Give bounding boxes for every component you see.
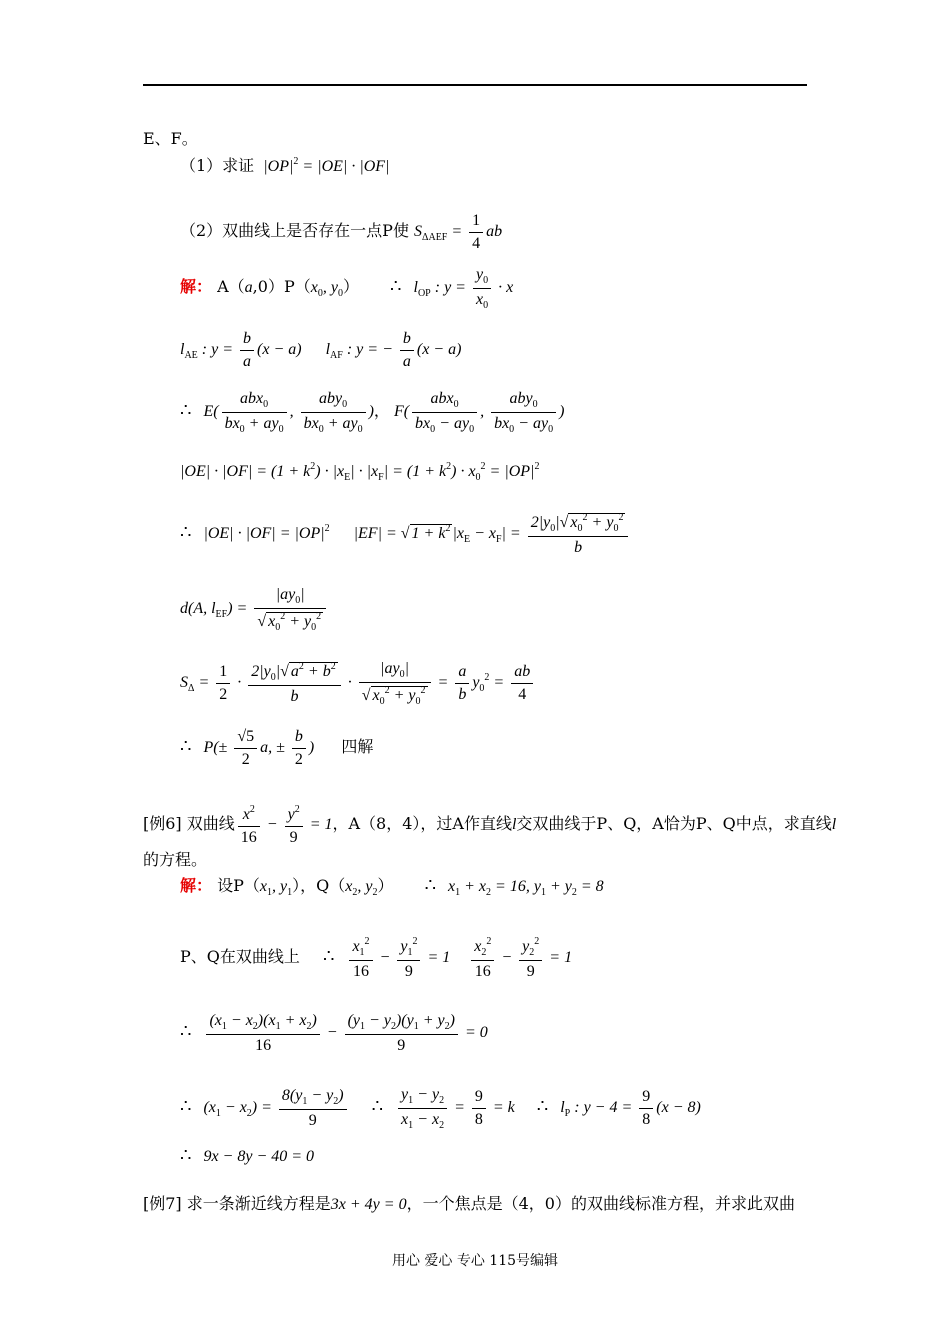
example-6-on-curve-text: P、Q在双曲线上 xyxy=(180,946,300,966)
question-1-formula: $|OP|^2 = |OE| \cdot |OF|$ xyxy=(263,156,390,175)
example-6-statement xyxy=(143,804,836,846)
question-2 xyxy=(180,212,502,252)
example-7-text-b: ，一个焦点是（4，0）的双曲线标准方程，并求此双曲 xyxy=(406,1194,795,1213)
solution-line-8 xyxy=(180,728,373,768)
solution-line-7: $S_\Delta$ = $\frac{1}{2}$ · $\frac{2|y_0|√ a^2 + b^2}{b}$ · $\frac{|ay_0|}{√ x_0^2 + y_0^2}$ = $\frac{a}{b}$ $y_0^2$ = $\frac{ab}{4}$ xyxy=(180,660,536,707)
solution-line-4: $|OE| \cdot |OF| = (1 + k^2) \cdot |x_E| \cdot |x_F| = (1 + k^2) \cdot x_0^2 = |OP|^2$ xyxy=(180,461,540,483)
example-6-solution-text: 设$P(x_1$, $y_1$），$Q(x_2$, $y_2$） xyxy=(217,876,394,898)
example-7-formula: 3x + 4y = 0 xyxy=(330,1196,407,1213)
page-footer: 用心 爱心 专心 115号编辑 xyxy=(391,1253,559,1269)
example-6-solution-formula: ∴ $x_1 + x_2 = 16$, $y_1 + y_2 = 8$ xyxy=(424,875,604,898)
example-7-statement xyxy=(143,1196,795,1213)
solution-line-8-text: 四解 xyxy=(341,736,374,756)
solution-line-6: d(A, $l_{EF}$) = $\frac{|ay_0|}{√ x_0^2 + y_0^2}$ xyxy=(180,586,329,633)
example-6-text-d: 的方程。 xyxy=(143,850,208,869)
example-6-solution-line-1 xyxy=(180,876,604,898)
example-6-line-l: l xyxy=(511,815,517,833)
example-6-text-b: ，A（8，4），过A作直线 xyxy=(332,813,512,833)
example-6-solution-label: 解： xyxy=(180,876,213,895)
solution-line-1-text: $A(a,0)P(x_0$, $y_0$） xyxy=(217,277,359,300)
example-6-on-curve-formula: ∴ $\frac{x_1^2}{16}$ − $\frac{y_1^2}{9}$ = 1 $\frac{x_2^2}{16}$ − $\frac{y_2^2}{9}$ = 1 xyxy=(322,936,573,980)
header-rule xyxy=(143,84,807,86)
example-6-solution-line-2 xyxy=(180,936,572,981)
intro-text: E、F。 xyxy=(143,129,198,148)
solution-line-2: $l_{AE}$ : y = $\frac{b}{a}$ (x − a) $l_{AF}$ : y = − $\frac{b}{a}$ (x − a) xyxy=(180,330,462,370)
example-6-solution-line-4: ∴ $(x_1 - x_2)$ = $\frac{8(y_1 - y_2)}{9}$ ∴ $\frac{y_1 - y_2}{x_1 - x_2}$ = $\frac{9}{8}$ = k ∴ $l_P$ : y − 4 = $\frac{9}{8}$ (x − 8) xyxy=(180,1086,701,1131)
question-2-formula: $S_{\Delta AEF}$ = $\frac{1}{4}$ ab xyxy=(414,212,503,252)
solution-line-5: ∴ $|OE| \cdot |OF| = |OP|^2$ |EF| = √ $1 + k^2$ $|x_E - x_F|$ = $\frac{2|y_0|√ x_0^2 + y_0^2}{b}$ xyxy=(180,512,631,557)
example-6-solution-line-3: ∴ $\frac{(x_1 - x_2)(x_1 + x_2)}{16}$ − $\frac{(y_1 - y_2)(y_1 + y_2)}{9}$ = 0 xyxy=(180,1012,488,1054)
example-6-line-l-2: l xyxy=(831,815,837,833)
question-1-label: （1）求证 xyxy=(180,156,255,175)
example-6-result: ∴ 9x − 8y − 40 = 0 xyxy=(180,1145,315,1165)
example-6-formula: $\frac{x^2}{16}$ − $\frac{y^2}{9}$ = 1 xyxy=(235,816,333,833)
question-1 xyxy=(180,157,389,175)
question-2-label: （2）双曲线上是否存在一点P使 xyxy=(180,220,409,240)
example-7-text-a: 求一条渐近线方程是 xyxy=(186,1194,331,1213)
solution-line-1-formula: ∴ $l_{OP}$ : y = $\frac{y_0}{x_0}$ · x xyxy=(390,266,514,311)
solution-line-8-formula: ∴ P(± $\frac{√5}{2}$ a, ± $\frac{b}{2}$ ) xyxy=(180,728,315,768)
solution-label: 解： xyxy=(180,277,213,297)
example-6-text-a: 双曲线 xyxy=(186,813,235,833)
example-6-text-c: 交双曲线于P、Q，A恰为P、Q中点，求直线 xyxy=(516,813,832,833)
solution-line-3: ∴ E( $\frac{abx_0}{bx_0 + ay_0}$ , $\frac{aby_0}{bx_0 + ay_0}$ )， F( $\frac{abx_0}{bx_0 - ay_0}$ , $\frac{aby_0}{bx_0 - ay_0}$ ) xyxy=(180,390,565,435)
example-6-label: [例6] xyxy=(143,813,182,833)
solution-line-1 xyxy=(180,266,513,311)
example-7-label: [例7] xyxy=(143,1194,182,1213)
